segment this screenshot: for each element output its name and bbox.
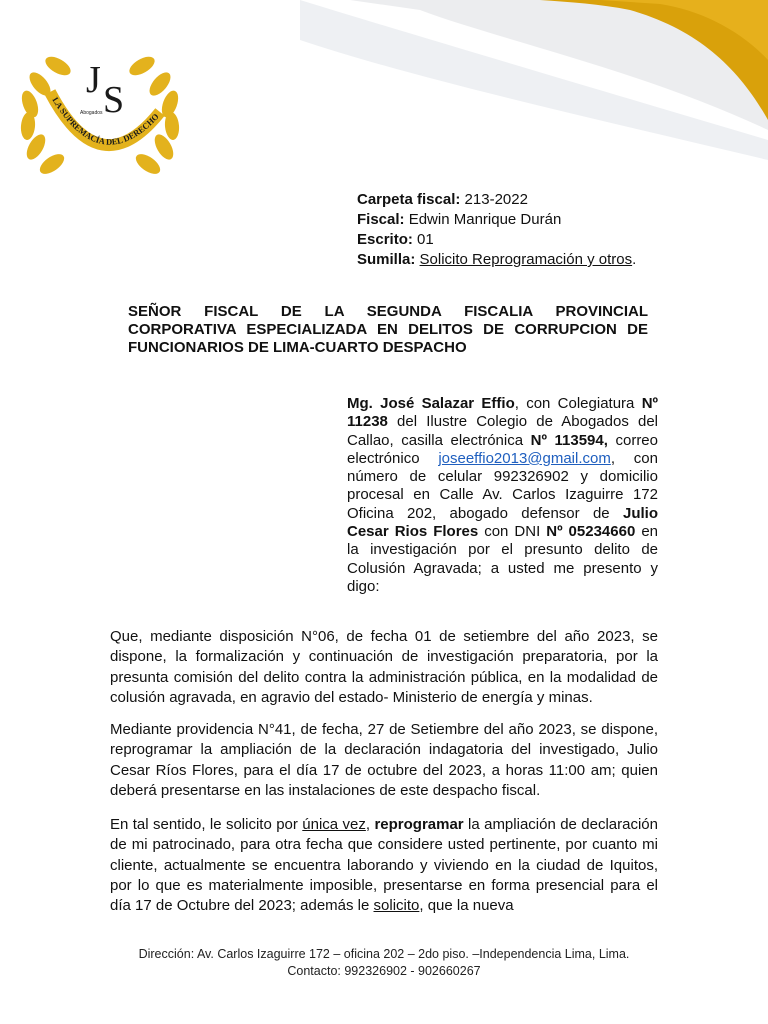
paragraph-solicitud (110, 815, 658, 916)
sumilla-value: Solicito Reprogramación y otros (419, 251, 633, 268)
sumilla-label: Sumilla: (357, 251, 416, 268)
addressee-heading: SEÑOR FISCAL DE LA SEGUNDA FISCALIA PROVINCIAL CORPORATIVA ESPECIALIZADA EN DELITOS DE CORRUPCION DE FUNCIONARIOS DE LIMA-CUARTO DESPACHO (128, 303, 648, 356)
law-firm-logo (10, 32, 190, 182)
logo-initial-s: S (103, 79, 125, 121)
footer-address: Dirección: Av. Carlos Izaguirre 172 – oficina 202 – 2do piso. –Independencia Lima, Lima. (138, 947, 630, 961)
intro-text: del Ilustre Colegio de Abogados del Callao, casilla electrónica (347, 413, 658, 449)
intro-text: correo electrónico (347, 431, 658, 467)
bold-text: reprogramar (374, 816, 464, 833)
casilla-number: Nº 113594, (530, 431, 608, 449)
para-text: la ampliación de declaración de mi patrocinado, para otra fecha que considere usted pertinente, por cuanto mi cliente, actualmente se encuentra laborando y viviendo en la ciudad de Iquitos, por lo que es materialmente imposible, presentarse en forma presencial para el día 17 de Octubre del 2023; además le (110, 816, 658, 915)
fiscal-value: Edwin Manrique Durán (408, 211, 562, 228)
escrito-label: Escrito: (357, 231, 413, 248)
colegiatura-number: Nº 11238 (347, 395, 658, 431)
client-name: Julio Cesar Rios Flores (347, 504, 658, 541)
intro-text: con DNI (478, 523, 547, 541)
paragraph-providencia: Mediante providencia N°41, de fecha, 27 de Setiembre del año 2023, se dispone, reprogramar la ampliación de la declaración indagatoria del investigado, Julio Cesar Ríos Flores, para el día 17 de octubre del 2023, a horas 11:00 am; quien deberá presentarse en las instalaciones de este despacho fiscal. (110, 721, 658, 799)
paragraph-disposicion: Que, mediante disposición N°06, de fecha 01 de setiembre del año 2023, se dispone, la formalización y continuación de investigación preparatoria, por la presunta comisión del delito contra la administración pública, en la modalidad de colusión agravada, en agravio del estado- Ministerio de energía y minas. (110, 628, 658, 706)
footer-contact: Contacto: 992326902 - 902660267 (287, 964, 481, 978)
carpeta-line (357, 190, 636, 210)
underlined-text: única vez (302, 816, 366, 833)
sumilla-end: . (632, 251, 637, 268)
attorney-name: Mg. José Salazar Effio (347, 395, 515, 412)
escrito-line (357, 230, 636, 250)
intro-text: , con Colegiatura (514, 395, 642, 412)
attorney-introduction (347, 395, 658, 596)
escrito-value: 01 (417, 231, 434, 248)
logo-arc-text: LA SUPREMACÍA DEL DERECHO (50, 95, 161, 147)
case-header (357, 190, 636, 270)
intro-text: en la investigación por el presunto delito de Colusión Agravada; a usted me presento y digo: (347, 523, 658, 595)
underlined-text: solicito (373, 897, 420, 915)
page-footer (0, 946, 768, 980)
fiscal-label: Fiscal: (357, 211, 405, 228)
carpeta-label: Carpeta fiscal: (357, 191, 461, 208)
dni-number: Nº 05234660 (546, 523, 636, 541)
carpeta-value: 213-2022 (464, 191, 528, 208)
para-text: , que la nueva (419, 897, 514, 915)
fiscal-line (357, 210, 636, 230)
email-link[interactable]: joseeffio2013@gmail.com (438, 449, 611, 467)
logo-initial-j: J (86, 59, 101, 101)
para-text: , (365, 816, 375, 833)
intro-text: , con número de celular 992326902 y domicilio procesal en Calle Av. Carlos Izaguirre 172 Oficina 202, abogado defensor de (347, 449, 658, 522)
logo-small-text: Abogados (80, 110, 103, 116)
para-text: En tal sentido, le solicito por (110, 816, 303, 833)
sumilla-line (357, 250, 636, 270)
